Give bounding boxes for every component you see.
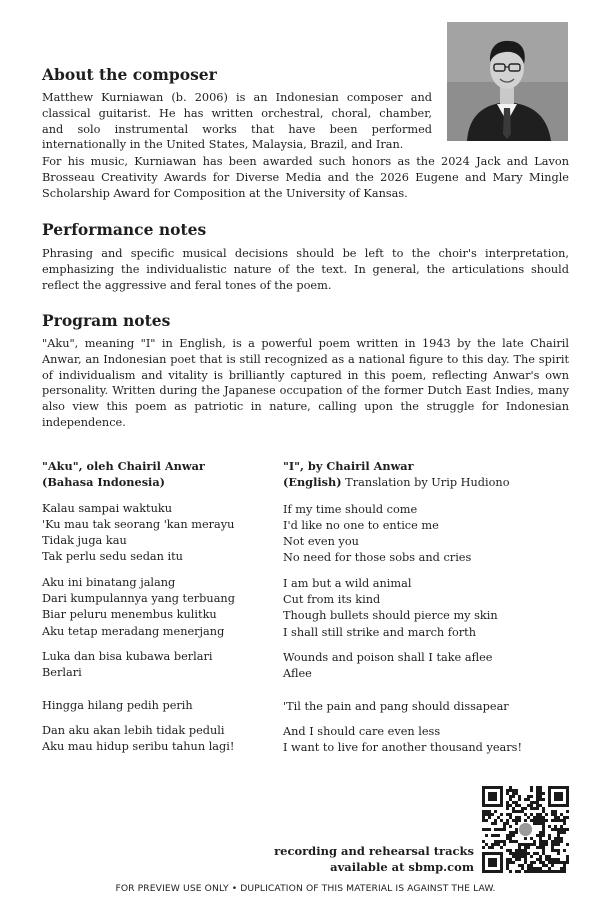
recording-note [250,843,474,875]
poem-original-line: Hingga hilang pedih perih [42,698,193,712]
poem-translation-line: Wounds and poison shall I take aflee [283,650,493,664]
poem-original-line: Biar peluru menembus kulitku [42,608,217,622]
poem-original-line: Dari kumpulannya yang terbuang [42,592,235,606]
performance-heading: Performance notes [42,220,207,239]
poem-original-stanza [42,698,272,714]
poem-original-column [42,458,272,755]
poem-translation-stanza [283,502,573,567]
poem-original-line: Kalau sampai waktuku [42,501,172,515]
performance-text: Phrasing and specific musical decisions should be left to the choir's interpretation, emphasizing the individualistic nature of the text. In general, the articulations should reflect the aggressive and feral tones of the poem. [42,247,569,292]
recording-note-line1: recording and rehearsal tracks [274,844,474,858]
poem-original-stanza [42,501,272,566]
poem-translation-line: I am but a wild animal [283,576,412,590]
poem-original-stanzas [42,501,272,756]
about-line: and solo instrumental works that have been performed [42,122,432,136]
about-line: internationally in the United States, Malaysia, Brazil, and Iran. [42,138,404,152]
poem-translation-line: I want to live for another thousand years! [283,741,523,755]
program-heading: Program notes [42,311,171,330]
poem-original-title: "Aku", oleh Chairil Anwar [42,459,205,473]
recording-note-line2[interactable]: available at sbmp.com [330,860,474,874]
poem-translation-line: I shall still strike and march forth [283,625,476,639]
about-line: classical guitarist. He has written orchestral, choral, chamber, [42,106,432,120]
poem-translation-line: And I should care even less [283,724,441,738]
poem-original-line: Berlari [42,666,82,680]
poem-original-line: Aku mau hidup seribu tahun lagi! [42,740,235,754]
poem-translation-column [283,458,573,756]
poem-translation-stanza [283,724,573,757]
poem-original-line: Aku ini binatang jalang [42,575,176,589]
program-text: "Aku", meaning "I" in English, is a powerful poem written in 1943 by the late Chairil Anwar, an Indonesian poet that is still recognized as a national figure to this day. The spirit of individualism and vitality is brilliantly captured in this poem, reflecting Anwar's own personality. Written during the Japanese occupation of the former Dutch East Indies, many also view this poem as patriotic in nature, calling upon the struggle for Indonesian independence. [42,337,569,429]
poem-translator-credit: Translation by Urip Hudiono [341,476,510,490]
about-text-wrapped [42,90,432,153]
poem-original-line: 'Ku mau tak seorang 'kan merayu [42,517,235,531]
poem-translation-line: If my time should come [283,502,418,516]
about-text-awards: For his music, Kurniawan has been awarded such honors as the 2024 Jack and Lavon Brosseau Creativity Awards for Diverse Media and the 2026 Eugene and Mary Mingle Scholarship Award for Composition at the University of Kansas. [42,155,569,200]
poem-translation-stanzas [283,502,573,757]
preview-disclaimer: FOR PREVIEW USE ONLY • DUPLICATION OF THIS MATERIAL IS AGAINST THE LAW. [115,883,496,894]
poem-original-line: Dan aku akan lebih tidak peduli [42,723,225,737]
poem-original-stanza [42,649,272,682]
poem-translation-line: No need for those sobs and cries [283,551,472,565]
qr-code[interactable] [482,786,569,873]
poem-translation-line: Though bullets should pierce my skin [283,609,498,623]
composer-photo [447,22,568,141]
poem-translation-line: Cut from its kind [283,593,381,607]
poem-translation-line: Not even you [283,535,359,549]
poem-translation-title: "I", by Chairil Anwar [283,459,414,473]
poem-original-line: Luka dan bisa kubawa berlari [42,649,213,663]
poem-translation-stanza [283,699,573,715]
poem-translation-line: Aflee [283,667,312,681]
poem-translation-stanza [283,576,573,641]
poem-translation-subtitle [283,474,573,491]
poem-translation-line: 'Til the pain and pang should dissapear [283,699,509,713]
poem-translation-line: I'd like no one to entice me [283,518,439,532]
poem-translation-stanza [283,650,573,683]
poem-original-language: (Bahasa Indonesia) [42,475,166,490]
poem-original-line: Tidak juga kau [42,534,127,548]
poem-original-stanza [42,575,272,640]
about-heading: About the composer [42,65,217,84]
poem-original-line: Aku tetap meradang menerjang [42,624,225,638]
poem-original-line: Tak perlu sedu sedan itu [42,550,183,564]
about-line: Matthew Kurniawan (b. 2006) is an Indonesian composer and [42,91,432,104]
poem-translation-language: (English) [283,475,342,490]
poem-original-stanza [42,723,272,756]
composer-portrait-image [447,22,568,141]
